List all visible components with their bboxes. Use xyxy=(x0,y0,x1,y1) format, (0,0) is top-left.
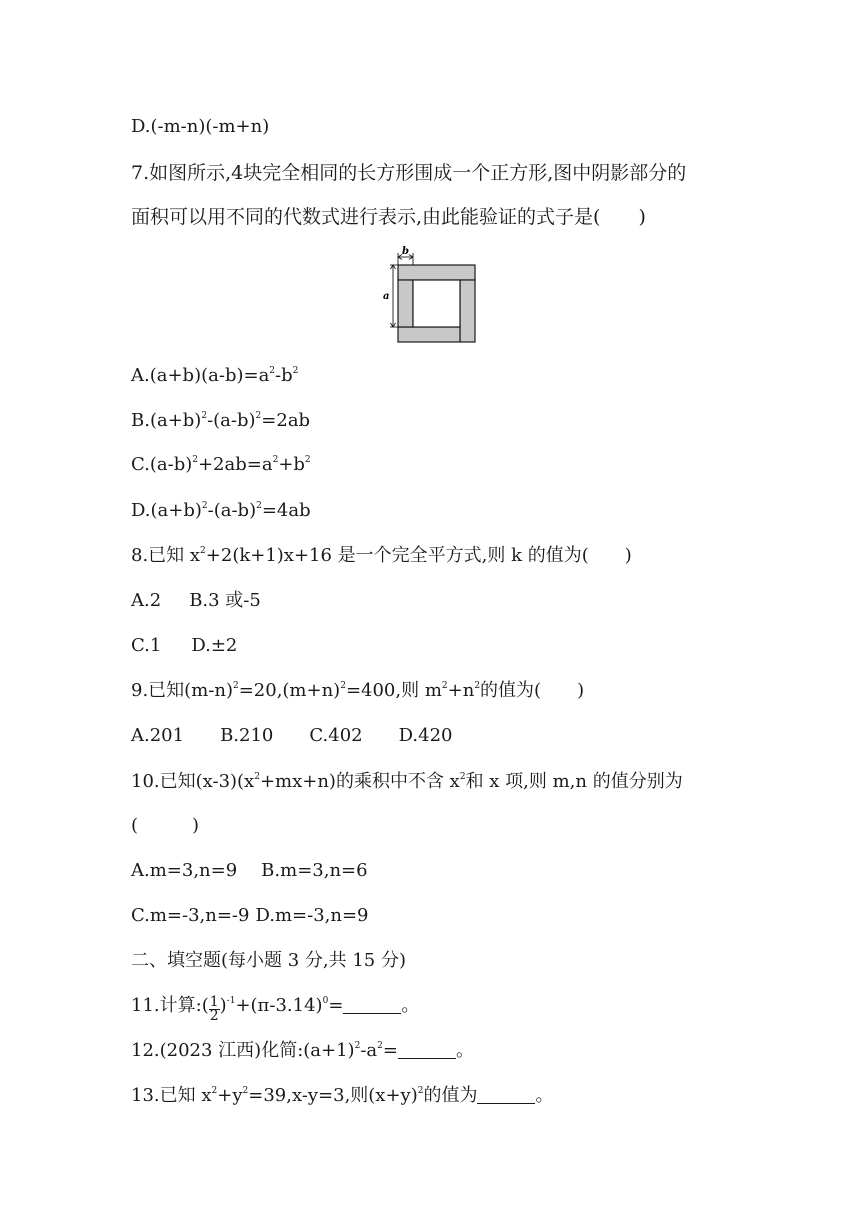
q7-figure-rectangles-square xyxy=(383,245,478,345)
option-a: A.2 xyxy=(131,590,162,611)
q7-option-a xyxy=(131,364,298,388)
inner-square xyxy=(413,280,460,327)
q9-stem xyxy=(131,679,584,703)
exponent: 2 xyxy=(200,546,206,556)
option-a: A.m=3,n=9 xyxy=(131,860,238,881)
denominator: 2 xyxy=(209,1008,219,1024)
text-part: +2(k+1)x+16 是一个完全平方式,则 k 的值为( ) xyxy=(205,545,632,566)
q10-options-cd xyxy=(131,904,369,928)
exponent: 2 xyxy=(242,1086,249,1096)
text-part: -a xyxy=(360,1040,378,1061)
answer-blank[interactable] xyxy=(477,1085,535,1104)
q7-option-c xyxy=(131,453,311,477)
text-part: =20,(m+n) xyxy=(238,680,341,701)
exponent: 2 xyxy=(272,455,279,465)
text-part: +y xyxy=(217,1085,243,1106)
q7-option-b xyxy=(131,409,310,433)
exponent: 2 xyxy=(340,681,346,691)
q10-answer-paren: ( ) xyxy=(131,815,200,836)
text-part: A.(a+b)(a-b)=a xyxy=(131,365,270,386)
label-a: a xyxy=(383,291,390,302)
text-part: 11.计算:( xyxy=(131,995,209,1016)
exponent: 2 xyxy=(201,411,208,421)
text-part: =39,x-y=3,则(x+y) xyxy=(248,1085,418,1106)
text-part: 和 x 项,则 m,n 的值分别为 xyxy=(465,771,683,792)
exponent: 2 xyxy=(256,501,262,511)
text-part: 。 xyxy=(455,1040,474,1061)
q8-options-cd xyxy=(131,634,237,658)
q11-stem xyxy=(131,994,419,1023)
text-part: +(π-3.14) xyxy=(235,995,323,1016)
option-c: C.402 xyxy=(309,725,363,746)
exponent: 2 xyxy=(377,1041,383,1051)
option-c: C.m=-3,n=-9 xyxy=(131,905,250,926)
option-b: B.m=3,n=6 xyxy=(261,860,368,881)
exponent: 2 xyxy=(459,772,466,782)
q8-stem xyxy=(131,544,632,568)
option-b: B.210 xyxy=(220,725,274,746)
option-b: B.3 或-5 xyxy=(189,590,261,611)
q7-option-d xyxy=(131,499,311,523)
q10-options-ab xyxy=(131,859,368,883)
text-part: C.(a-b) xyxy=(131,454,193,475)
text-part: D.(a+b) xyxy=(131,500,202,521)
exponent: 2 xyxy=(417,1086,424,1096)
exponent: 2 xyxy=(192,455,198,465)
exponent: 2 xyxy=(441,681,448,691)
exponent: 2 xyxy=(201,501,208,511)
text-part: 12.(2023 江西)化简:(a+1) xyxy=(131,1040,355,1061)
exponent: 2 xyxy=(269,366,276,376)
text-part: 。 xyxy=(535,1085,554,1106)
exponent: 2 xyxy=(354,1041,361,1051)
text-part: +2ab=a xyxy=(197,454,273,475)
exponent: -1 xyxy=(226,996,236,1006)
q6-option-d: D.(-m-n)(-m+n) xyxy=(131,116,270,137)
text-part: ) xyxy=(219,995,227,1016)
exponent: 2 xyxy=(211,1086,218,1096)
option-c: C.1 xyxy=(131,635,162,656)
answer-blank[interactable] xyxy=(343,995,401,1014)
text-part: +mx+n)的乘积中不含 x xyxy=(259,771,460,792)
section-2-heading: 二、填空题(每小题 3 分,共 15 分) xyxy=(131,950,407,971)
answer-blank[interactable] xyxy=(398,1040,456,1059)
q7-stem-line2: 面积可以用不同的代数式进行表示,由此能验证的式子是( ) xyxy=(131,206,646,228)
text-part: = xyxy=(328,995,344,1016)
exponent: 2 xyxy=(254,772,260,782)
label-b: b xyxy=(402,246,409,257)
text-part: 9.已知(m-n) xyxy=(131,680,233,701)
exponent: 2 xyxy=(232,681,239,691)
text-part: -(a-b) xyxy=(207,500,257,521)
exponent: 0 xyxy=(322,996,329,1006)
text-part: =400,则 m xyxy=(345,680,442,701)
q8-options-ab xyxy=(131,589,261,613)
exponent: 2 xyxy=(304,455,311,465)
text-part: 8.已知 x xyxy=(131,545,201,566)
text-part: B.(a+b) xyxy=(131,410,202,431)
q9-options xyxy=(131,724,452,748)
option-a: A.201 xyxy=(131,725,185,746)
text-part: -(a-b) xyxy=(207,410,256,431)
text-part: 的值为( ) xyxy=(480,680,585,701)
q10-stem xyxy=(131,770,683,794)
text-part: 的值为 xyxy=(423,1085,478,1106)
text-part: =4ab xyxy=(261,500,311,521)
exponent: 2 xyxy=(255,411,262,421)
text-part: =2ab xyxy=(261,410,311,431)
text-part: 。 xyxy=(401,995,420,1016)
text-part: 13.已知 x xyxy=(131,1085,212,1106)
text-part: = xyxy=(382,1040,398,1061)
q13-stem xyxy=(131,1084,553,1108)
option-d: D.420 xyxy=(398,725,453,746)
fraction-one-half xyxy=(209,996,220,1023)
text-part: 10.已知(x-3)(x xyxy=(131,771,255,792)
exponent: 2 xyxy=(292,366,299,376)
exponent: 2 xyxy=(474,681,481,691)
text-part: +b xyxy=(278,454,305,475)
text-part: +n xyxy=(447,680,475,701)
q7-stem-line1: 7.如图所示,4块完全相同的长方形围成一个正方形,图中阴影部分的 xyxy=(131,162,687,184)
option-d: D.m=-3,n=9 xyxy=(255,905,369,926)
q12-stem xyxy=(131,1039,474,1063)
text-part: -b xyxy=(275,365,293,386)
option-d: D.±2 xyxy=(191,635,238,656)
numerator: 1 xyxy=(209,994,219,1010)
